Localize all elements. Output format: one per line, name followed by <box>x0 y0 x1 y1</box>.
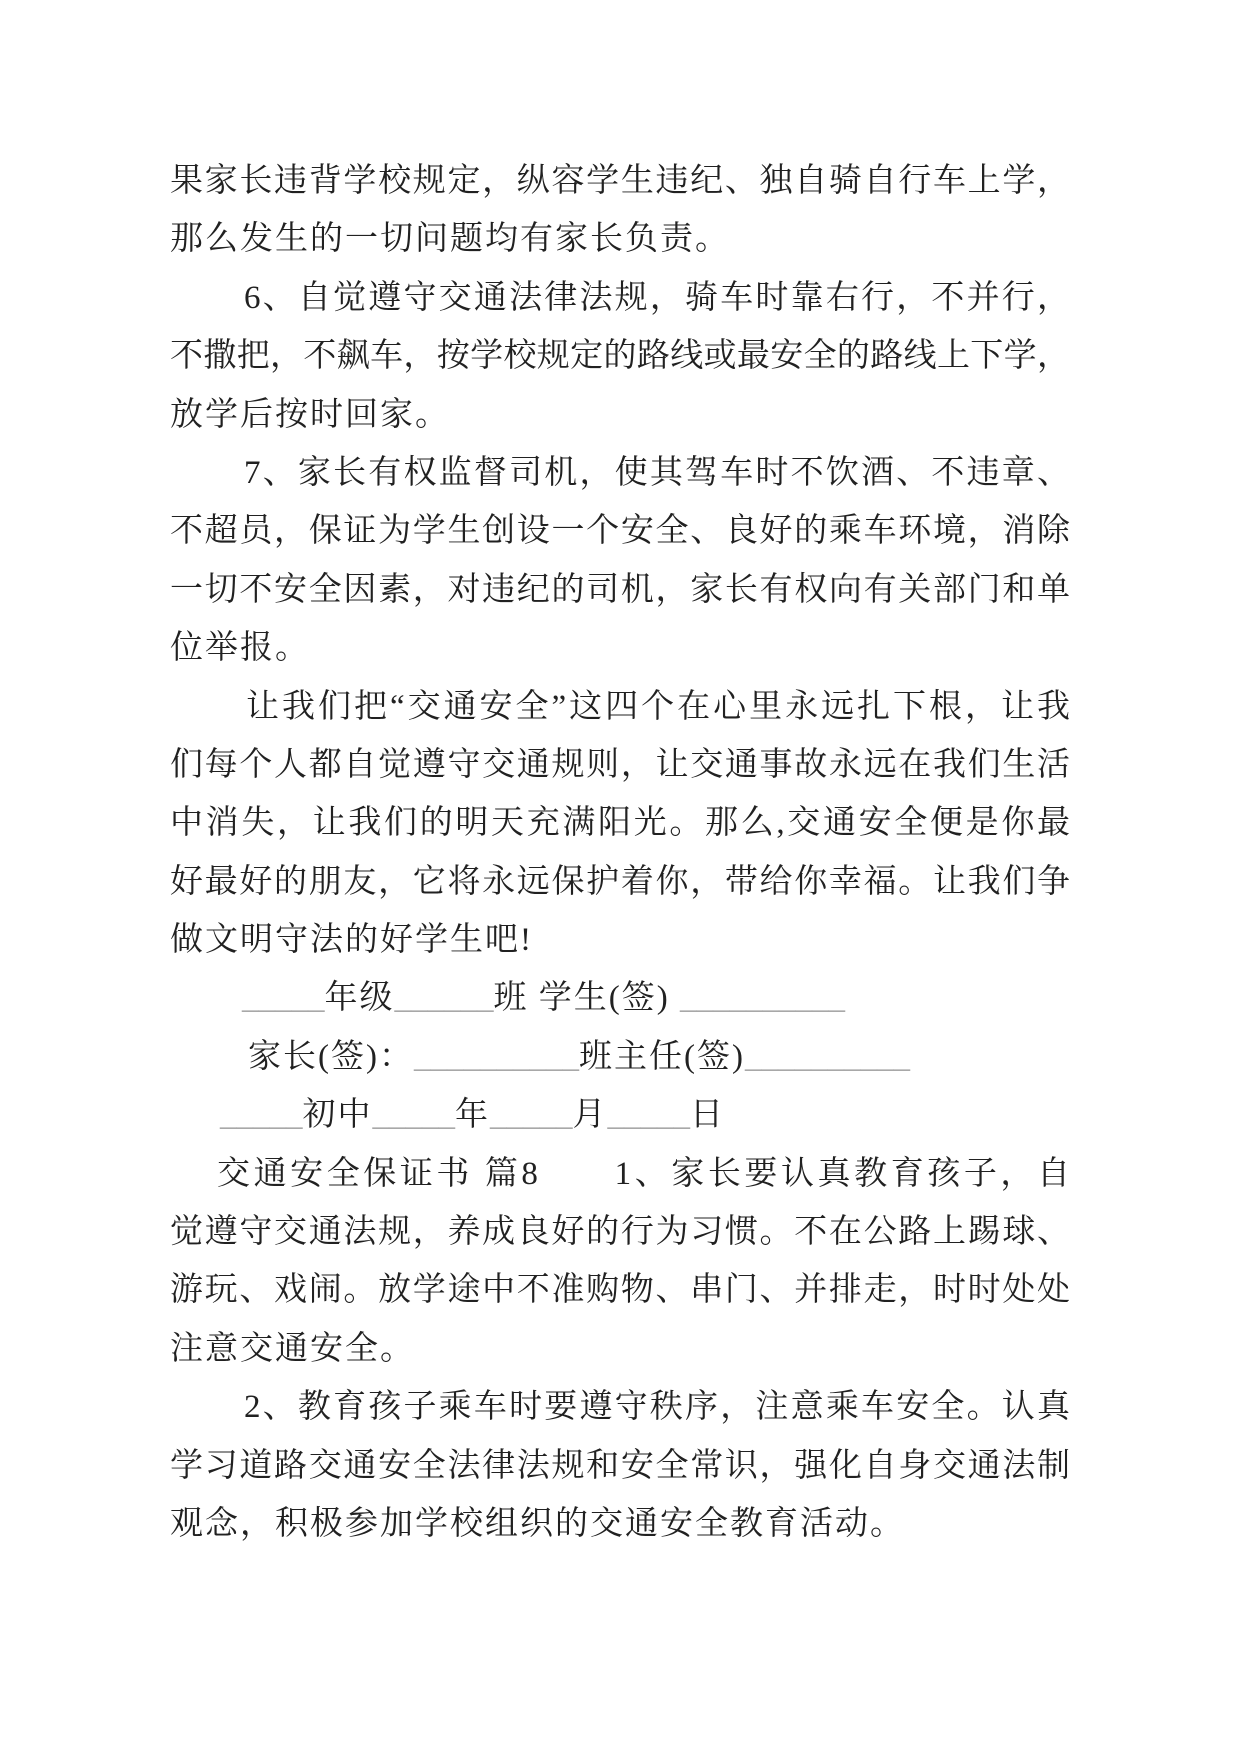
text-run: 中消失，让我们的明天充满阳光。那么,交通安全便是你最 <box>170 805 1070 842</box>
text-run: 班主任(签) <box>578 1038 745 1075</box>
text-run: 放学后按时回家。 <box>170 396 450 433</box>
text-run: 注意交通安全。 <box>170 1330 415 1367</box>
text-run: 觉遵守交通法规，养成良好的行为习惯。不在公路上踢球、 <box>170 1214 1070 1251</box>
text-run: 们每个人都自觉遵守交通规则，让交通事故永远在我们生活 <box>170 746 1070 783</box>
text-line <box>170 1437 1070 1495</box>
text-run: 不超员，保证为学生创设一个安全、良好的乘车环境，消除 <box>170 513 1070 550</box>
text-line <box>170 269 1070 327</box>
text-run: 观念，积极参加学校组织的交通安全教育活动。 <box>170 1505 905 1542</box>
document-body <box>170 152 1070 1553</box>
text-line <box>170 736 1070 794</box>
text-line <box>170 1261 1070 1319</box>
text-line <box>170 561 1070 619</box>
text-line <box>170 678 1070 736</box>
text-run: 那么发生的一切问题均有家长负责。 <box>170 221 730 258</box>
text-run: 年 <box>455 1097 490 1134</box>
text-run: 好最好的朋友，它将永远保护着你，带给你幸福。让我们争 <box>170 863 1070 900</box>
text-run: 让我们把“交通安全”这四个在心里永远扎下根，让我 <box>246 688 1070 725</box>
text-line <box>170 911 1070 969</box>
text-run: 月 <box>572 1097 608 1134</box>
text-run: 游玩、戏闹。放学途中不准购物、串门、并排走，时时处处 <box>170 1272 1070 1309</box>
text-line <box>170 444 1070 502</box>
text-run: 不撒把，不飙车，按学校规定的路线或最安全的路线上下学， <box>170 338 1070 375</box>
text-line <box>170 619 1070 677</box>
text-run: 7、家长有权监督司机，使其驾车时不饮酒、不违章、 <box>244 454 1070 491</box>
signature-blank: __________ <box>413 1038 579 1075</box>
text-line <box>170 1378 1070 1436</box>
text-run: 家长(签)： <box>248 1038 414 1075</box>
signature-line-parent-teacher <box>170 1028 1070 1086</box>
text-run: 果家长违背学校规定，纵容学生违纪、独自骑自行车上学， <box>170 163 1070 199</box>
text-line <box>170 386 1070 444</box>
signature-blank: __________ <box>744 1038 910 1075</box>
signature-line-date <box>170 1086 1070 1144</box>
text-line <box>170 210 1070 268</box>
text-run: 日 <box>690 1097 725 1134</box>
text-run: 学习道路交通安全法律法规和安全常识，强化自身交通法制 <box>170 1447 1070 1484</box>
text-line <box>170 502 1070 560</box>
text-run: 初中 <box>302 1097 373 1134</box>
signature-blank: ______ <box>394 980 494 1017</box>
text-line <box>170 853 1070 911</box>
text-run: 6、自觉遵守交通法律法规，骑车时靠右行，不并行， <box>244 279 1070 316</box>
text-line <box>170 327 1070 385</box>
text-line <box>170 1320 1070 1378</box>
text-run: 2、教育孩子乘车时要遵守秩序，注意乘车安全。认真 <box>244 1389 1070 1426</box>
text-run: 班 学生(签) <box>493 980 680 1017</box>
text-run: 位举报。 <box>170 630 310 667</box>
signature-blank: _____ <box>607 1097 690 1134</box>
signature-blank: __________ <box>679 980 845 1017</box>
text-run: 做文明守法的好学生吧! <box>170 922 533 959</box>
signature-blank: _____ <box>490 1097 573 1134</box>
signature-blank: _____ <box>242 980 325 1017</box>
signature-line-student <box>170 969 1070 1027</box>
text-run: 交通安全保证书 篇8 1、家长要认真教育孩子，自 <box>217 1155 1070 1192</box>
text-run: 一切不安全因素，对违纪的司机，家长有权向有关部门和单 <box>170 571 1070 608</box>
text-line <box>170 794 1070 852</box>
text-line <box>170 152 1070 210</box>
text-line <box>170 1495 1070 1553</box>
text-run: 年级 <box>324 980 395 1017</box>
signature-blank: _____ <box>220 1097 303 1134</box>
signature-blank: _____ <box>372 1097 455 1134</box>
text-line <box>170 1145 1070 1203</box>
text-line <box>170 1203 1070 1261</box>
